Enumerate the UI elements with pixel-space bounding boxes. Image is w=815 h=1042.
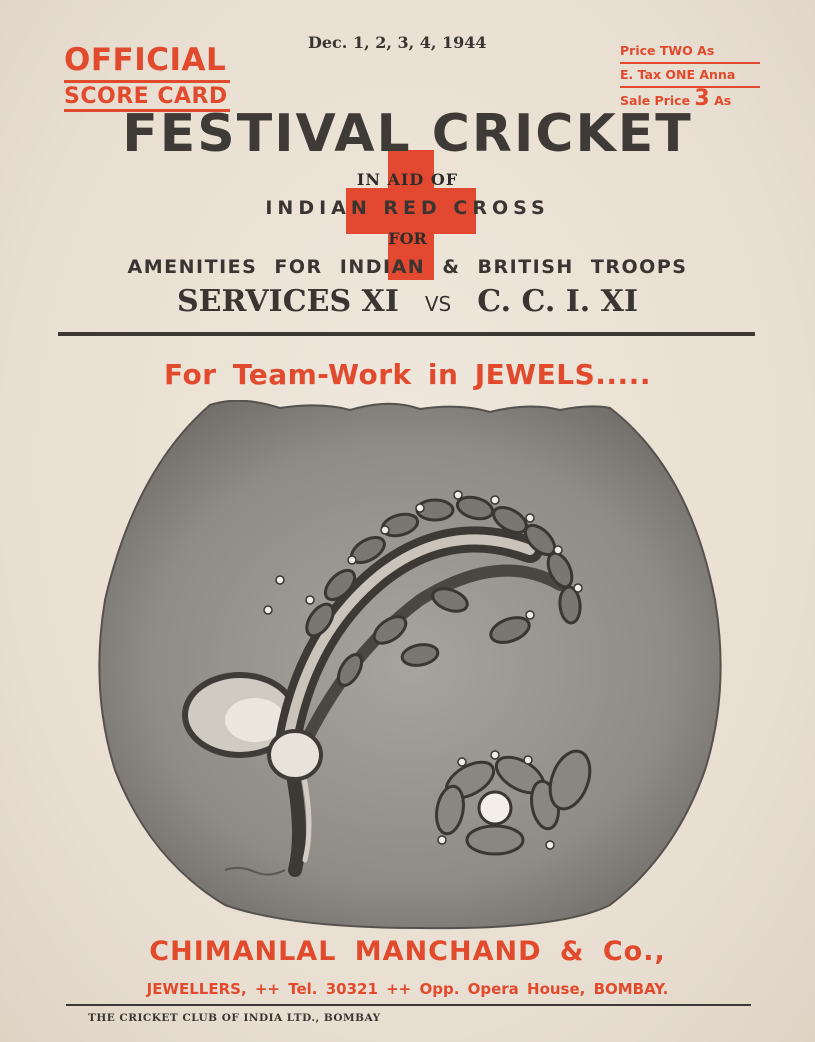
in-aid-of: IN AID OF — [356, 170, 459, 189]
company-name: CHIMANLAL MANCHAND & Co., — [149, 936, 666, 967]
team-a: SERVICES XI — [177, 284, 399, 319]
advert-tagline: For Team-Work in JEWELS..... — [164, 358, 651, 391]
tax-line: E. Tax ONE Anna — [620, 64, 760, 88]
divider — [58, 332, 755, 336]
match-teams — [0, 284, 815, 319]
footer-divider — [66, 1004, 751, 1006]
company-address: JEWELLERS, ++ Tel. 30321 ++ Opp. Opera House, BOMBAY. — [146, 980, 669, 998]
match-dates: Dec. 1, 2, 3, 4, 1944 — [308, 33, 487, 52]
brooch-photo — [90, 400, 730, 930]
team-b: C. C. I. XI — [477, 284, 638, 319]
price-line: Price TWO As — [620, 40, 760, 64]
versus: VS — [424, 292, 452, 316]
charity-name: INDIAN RED CROSS — [265, 197, 550, 219]
amenities-line: AMENITIES FOR INDIAN & BRITISH TROOPS — [127, 256, 688, 278]
publisher-line: THE CRICKET CLUB OF INDIA LTD., BOMBAY — [88, 1012, 381, 1024]
official-label: OFFICIAL — [64, 42, 227, 78]
price-box — [620, 40, 760, 112]
sale-price-value: 3 — [694, 86, 710, 111]
score-card-label: SCORE CARD — [64, 80, 230, 112]
sale-price-label: Sale Price — [620, 93, 691, 108]
sale-price-unit: As — [714, 93, 732, 108]
for-label: FOR — [388, 229, 427, 248]
headline: FESTIVAL CRICKET — [122, 104, 693, 164]
